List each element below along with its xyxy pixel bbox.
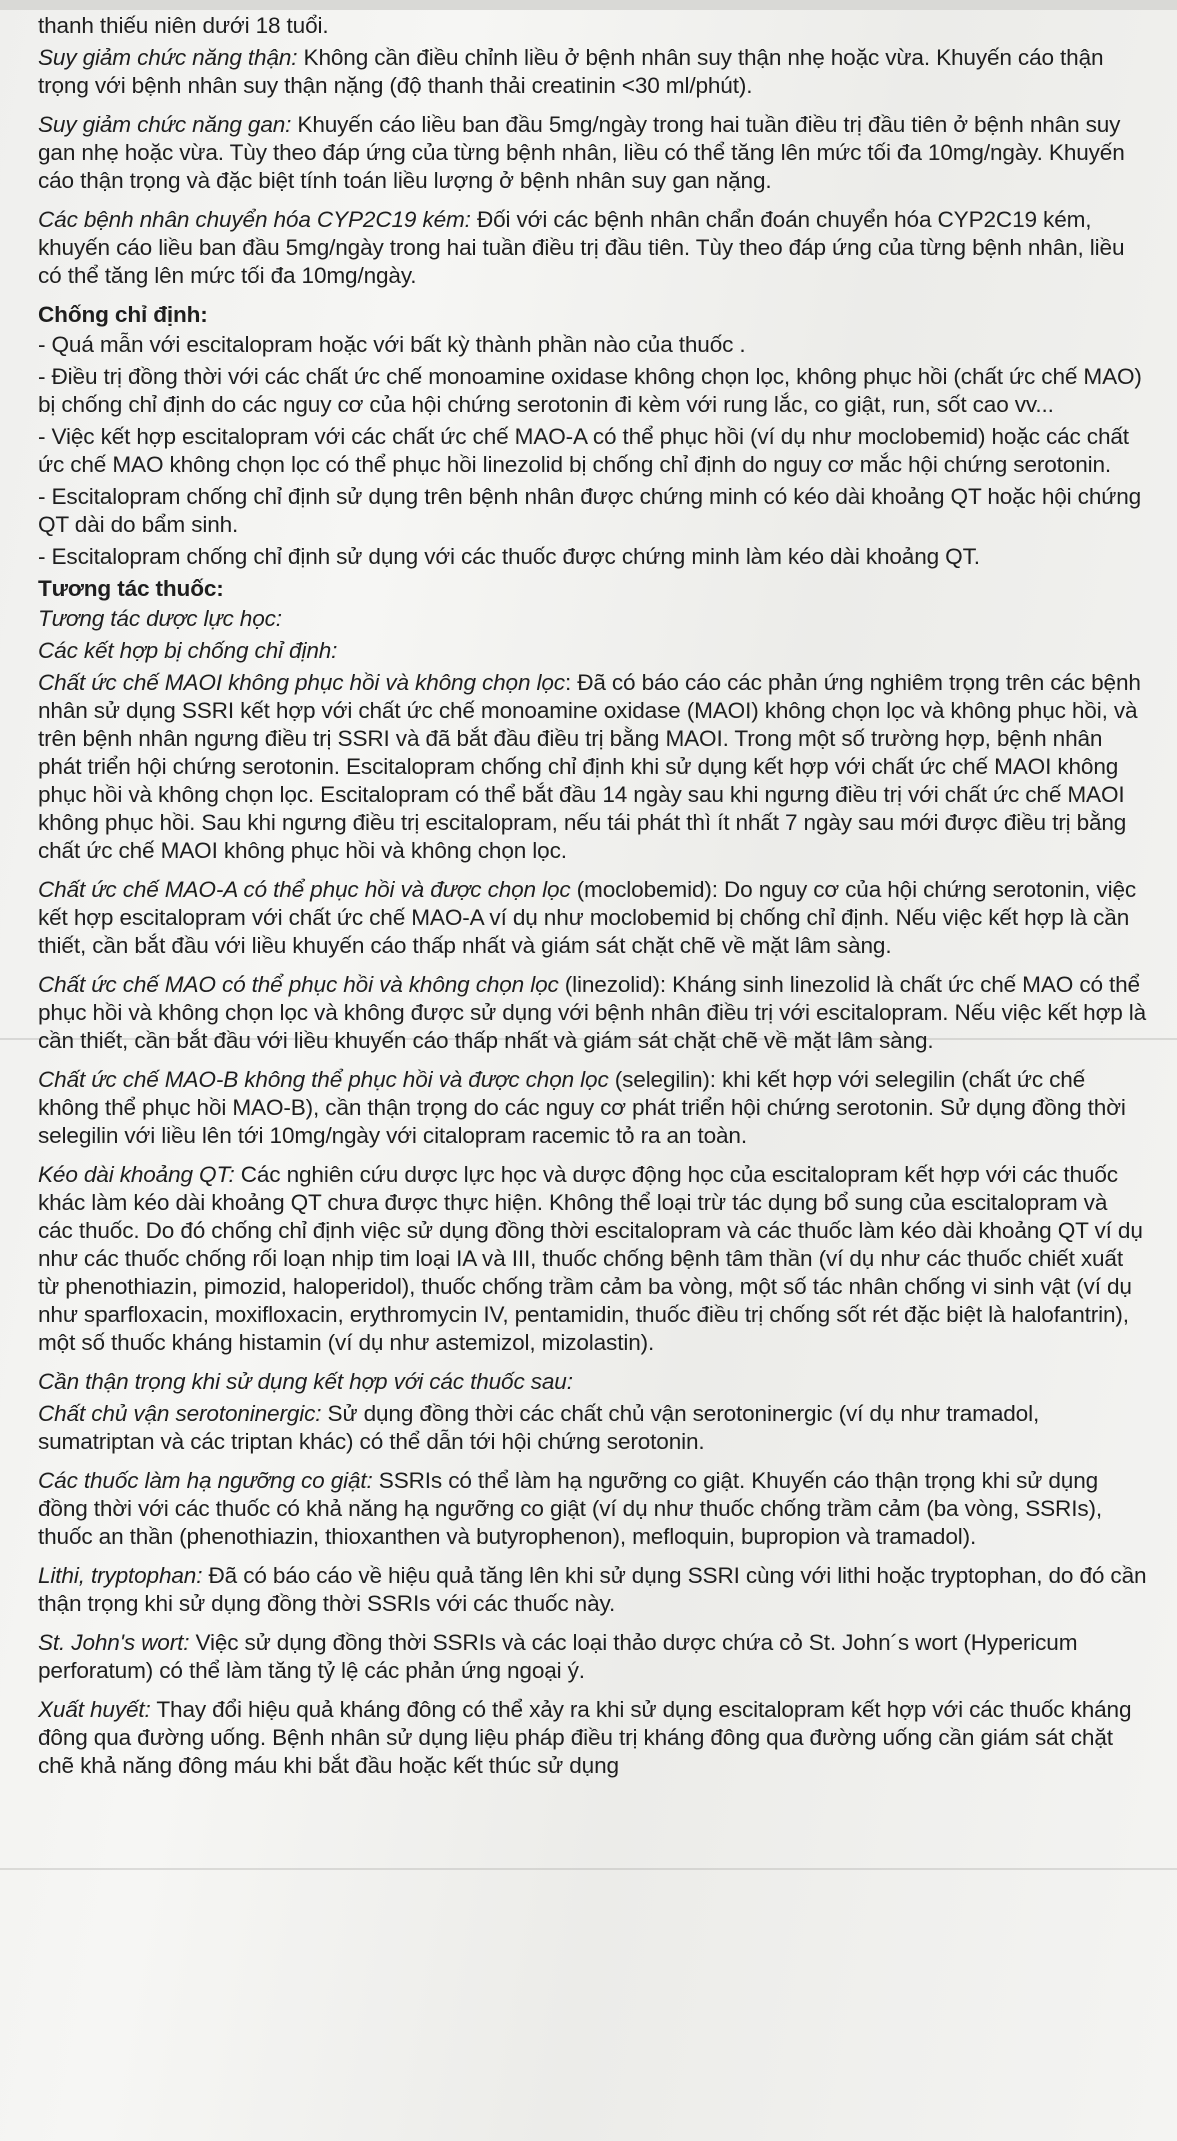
para-text: : Đã có báo cáo các phản ứng nghiêm trọng trên các bệnh nhân sử dụng SSRI kết hợp với chất ức chế monoamine oxidase (MAOI) không chọn lọc và không phục hồi, và trên bệnh nhân ngưng điều trị SSRI và đã bắt đầu điều trị bằng MAOI. Trong một số trường hợp, bệnh nhân phát triển hội chứng serotonin. Escitalopram chống chỉ định khi sử dụng kết hợp với chất ức chế MAOI không phục hồi và không chọn lọc. Escitalopram có thể bắt đầu 14 ngày sau khi ngưng điều trị với chất ức chế MAOI không phục hồi. Sau khi ngưng điều trị escitalopram, nếu tái phát thì ít nhất 7 ngày sau mới được điều trị bằng chất ức chế MAOI không phục hồi và không chọn lọc. (38, 670, 1141, 863)
subheading (38, 1368, 1148, 1396)
paragraph-renal (38, 44, 1148, 100)
paragraph-maoi (38, 669, 1148, 865)
document-body (38, 12, 1148, 1791)
para-text: Khuyến cáo liều ban đầu 5mg/ngày trong hai tuần điều trị đầu tiên ở bệnh nhân suy gan nhẹ hoặc vừa. Tùy theo đáp ứng của từng bệnh nhân, liều có thể tăng lên mức tối đa 10mg/ngày. Khuyến cáo thận trọng và đặc biệt tính toán liều lượng ở bệnh nhân suy gan nặng. (38, 112, 1125, 193)
paragraph-lithium (38, 1562, 1148, 1618)
para-text: Thay đổi hiệu quả kháng đông có thể xảy ra khi sử dụng escitalopram kết hợp với các thuốc kháng đông qua đường uống. Bệnh nhân sử dụng liệu pháp điều trị kháng đông qua đường uống cần giám sát chặt chẽ khả năng đông máu khi bắt đầu hoặc kết thúc sử dụng (38, 1697, 1132, 1778)
para-text: Đã có báo cáo về hiệu quả tăng lên khi sử dụng SSRI cùng với lithi hoặc tryptophan, do đó cần thận trọng khi sử dụng đồng thời SSRIs với các thuốc này. (38, 1563, 1147, 1616)
para-label: St. John's wort: (38, 1630, 190, 1655)
para-label: Kéo dài khoảng QT: (38, 1162, 235, 1187)
para-text: (linezolid): Kháng sinh linezolid là chất ức chế MAO có thể phục hồi và không chọn lọc và không được sử dụng với bệnh nhân điều trị với escitalopram. Nếu việc kết hợp là cần thiết, cần bắt đầu với liều khuyến cáo thấp nhất và giám sát chặt chẽ về mặt lâm sàng. (38, 972, 1147, 1053)
para-text: (moclobemid): Do nguy cơ của hội chứng serotonin, việc kết hợp escitalopram với chất ức chế MAO-A ví dụ như moclobemid bị chống chỉ định. Nếu việc kết hợp là cần thiết, cần bắt đầu với liều khuyến cáo thấp nhất và giám sát chặt chẽ về mặt lâm sàng. (38, 877, 1137, 958)
contra-item: - Escitalopram chống chỉ định sử dụng với các thuốc được chứng minh làm kéo dài khoảng QT. (38, 544, 980, 569)
para-label: Các bệnh nhân chuyển hóa CYP2C19 kém: (38, 207, 471, 232)
paragraph-bleeding (38, 1696, 1148, 1780)
paragraph-cyp2c19 (38, 206, 1148, 290)
para-label: Chất ức chế MAO có thể phục hồi và không chọn lọc (38, 972, 559, 997)
subheading (38, 637, 1148, 665)
para-label: Lithi, tryptophan: (38, 1563, 203, 1588)
contra-item: - Việc kết hợp escitalopram với các chất ức chế MAO-A có thể phục hồi (ví dụ như moclobemid) hoặc các chất ức chế MAO không chọn lọc có thể phục hồi linezolid bị chống chỉ định do nguy cơ mắc hội chứng serotonin. (38, 424, 1129, 477)
paragraph-qt (38, 1161, 1148, 1357)
para-label: Suy giảm chức năng thận: (38, 45, 298, 70)
para-text: Không cần điều chỉnh liều ở bệnh nhân suy thận nhẹ hoặc vừa. Khuyến cáo thận trọng với bệnh nhân suy thận nặng (độ thanh thải creatinin <30 ml/phút). (38, 45, 1104, 98)
subheading-text: Cần thận trọng khi sử dụng kết hợp với các thuốc sau: (38, 1369, 573, 1394)
para-label: Xuất huyết: (38, 1697, 151, 1722)
fold-line (0, 1868, 1177, 1870)
heading-interactions: Tương tác thuốc: (38, 576, 224, 601)
contra-item: - Escitalopram chống chỉ định sử dụng trên bệnh nhân được chứng minh có kéo dài khoảng QT hoặc hội chứng QT dài do bẩm sinh. (38, 484, 1142, 537)
paragraph-mao-a (38, 876, 1148, 960)
contra-item: - Quá mẫn với escitalopram hoặc với bất kỳ thành phần nào của thuốc . (38, 332, 746, 357)
para-label: Chất chủ vận serotoninergic: (38, 1401, 322, 1426)
contra-item: - Điều trị đồng thời với các chất ức chế monoamine oxidase không chọn lọc, không phục hồi (chất ức chế MAO) bị chống chỉ định do các nguy cơ của hội chứng serotonin đi kèm với rung lắc, co giật, run, sốt cao vv... (38, 364, 1142, 417)
paragraph-serotoninergic (38, 1400, 1148, 1456)
top-edge (0, 0, 1177, 10)
para-text: SSRIs có thể làm hạ ngưỡng co giật. Khuyến cáo thận trọng khi sử dụng đồng thời với các thuốc có khả năng hạ ngưỡng co giật (ví dụ như thuốc chống trầm cảm (ba vòng, SSRIs), thuốc an thần (phenothiazin, thioxanthen và butyrophenon), mefloquin, bupropion và tramadol). (38, 1468, 1102, 1549)
paragraph-hepatic (38, 111, 1148, 195)
para-text: Sử dụng đồng thời các chất chủ vận serotoninergic (ví dụ như tramadol, sumatriptan và các triptan khác) có thể dẫn tới hội chứng serotonin. (38, 1401, 1040, 1454)
paragraph-mao-b (38, 1066, 1148, 1150)
para-label: Các thuốc làm hạ ngưỡng co giật: (38, 1468, 373, 1493)
paragraph-linezolid (38, 971, 1148, 1055)
text-line: thanh thiếu niên dưới 18 tuổi. (38, 13, 329, 38)
paragraph-st-johns-wort (38, 1629, 1148, 1685)
subheading (38, 605, 1148, 633)
para-text: (selegilin): khi kết hợp với selegilin (chất ức chế không thể phục hồi MAO-B), cần thận trọng do các nguy cơ phát triển hội chứng serotonin. Sử dụng đồng thời selegilin với liều lên tới 10mg/ngày với citalopram racemic tỏ ra an toàn. (38, 1067, 1126, 1148)
paragraph-seizure (38, 1467, 1148, 1551)
heading-contraindications: Chống chỉ định: (38, 302, 208, 327)
para-text: Việc sử dụng đồng thời SSRIs và các loại thảo dược chứa cỏ St. John´s wort (Hypericum perforatum) có thể làm tăng tỷ lệ các phản ứng ngoại ý. (38, 1630, 1078, 1683)
para-label: Chất ức chế MAOI không phục hồi và không chọn lọc (38, 670, 565, 695)
para-label: Chất ức chế MAO-B không thể phục hồi và được chọn lọc (38, 1067, 609, 1092)
para-text: Đối với các bệnh nhân chẩn đoán chuyển hóa CYP2C19 kém, khuyến cáo liều ban đầu 5mg/ngày trong hai tuần điều trị đầu tiên. Tùy theo đáp ứng của từng bệnh nhân, liều có thể tăng lên mức tối đa 10mg/ngày. (38, 207, 1125, 288)
para-text: Các nghiên cứu dược lực học và dược động học của escitalopram kết hợp với các thuốc khác làm kéo dài khoảng QT chưa được thực hiện. Không thể loại trừ tác dụng bổ sung của escitalopram và các thuốc. Do đó chống chỉ định việc sử dụng đồng thời escitalopram và các thuốc làm kéo dài khoảng QT ví dụ như các thuốc chống rối loạn nhịp tim loại IA và III, thuốc chống bệnh tâm thần (ví dụ như các thuốc chiết xuất từ phenothiazin, pimozid, haloperidol), thuốc chống trầm cảm ba vòng, một số tác nhân chống vi sinh vật (ví dụ như sparfloxacin, moxifloxacin, erythromycin IV, pentamidin, thuốc điều trị chống sốt rét đặc biệt là halofantrin), một số thuốc kháng histamin (ví dụ như astemizol, mizolastin). (38, 1162, 1143, 1355)
para-label: Suy giảm chức năng gan: (38, 112, 292, 137)
para-label: Chất ức chế MAO-A có thể phục hồi và được chọn lọc (38, 877, 571, 902)
subheading-text: Tương tác dược lực học: (38, 606, 282, 631)
subheading-text: Các kết hợp bị chống chỉ định: (38, 638, 338, 663)
